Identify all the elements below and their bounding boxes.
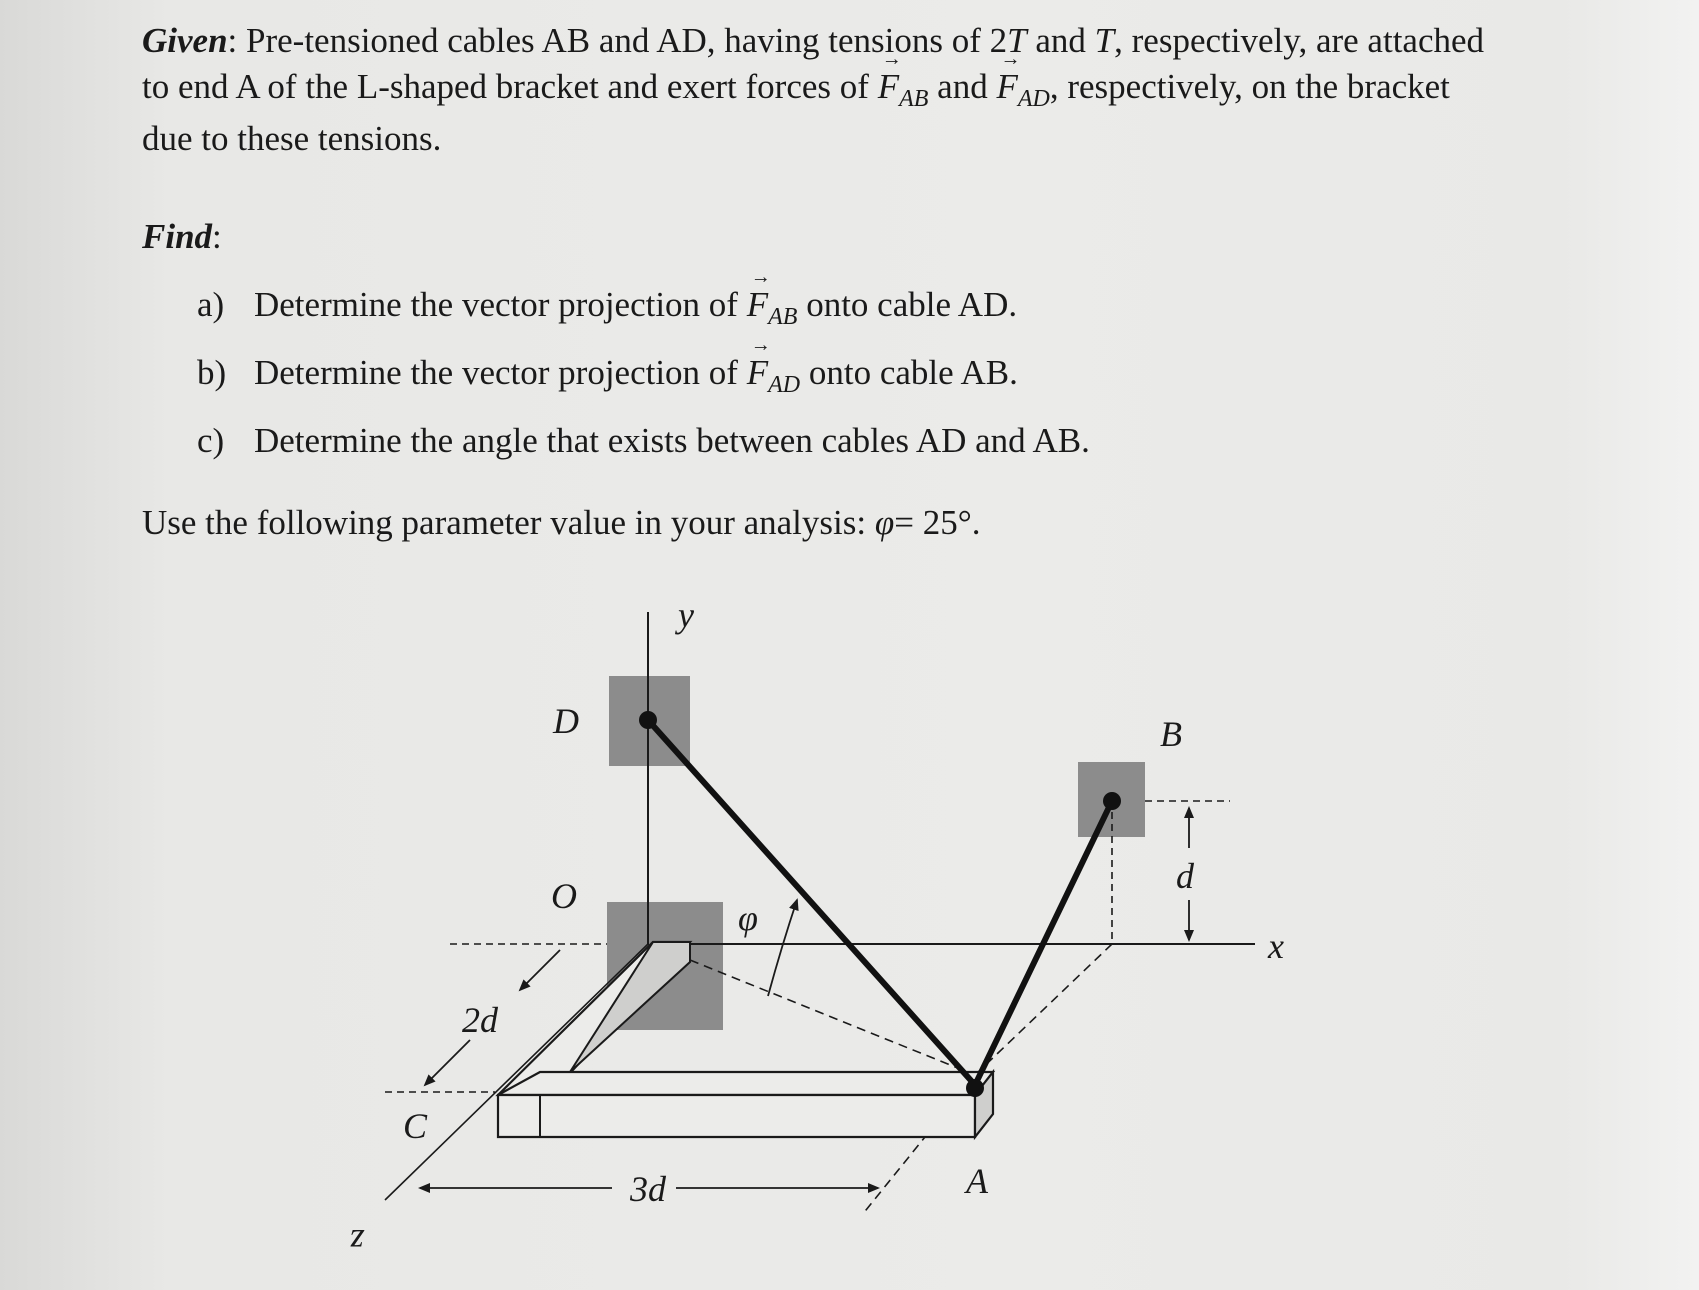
given-and-2: and <box>928 67 997 107</box>
label-point-b: B <box>1160 714 1182 754</box>
label-point-d: D <box>553 701 579 741</box>
find-item-a-force-symbol: F <box>746 285 769 325</box>
label-point-a: A <box>966 1161 988 1201</box>
bracket-long-arm-top <box>498 1072 993 1095</box>
point-b-marker <box>1103 792 1121 810</box>
find-item-c-marker: c) <box>197 420 225 460</box>
label-y-axis: y <box>678 595 694 635</box>
given-text-3: , respectively, on the bracket due to these tensions. <box>142 67 1450 158</box>
find-item-c-text: Determine the angle that exists between cables AD and AB. <box>254 420 1090 460</box>
label-dimension-2d: 2d <box>462 1000 498 1040</box>
label-point-o: O <box>551 876 577 916</box>
find-item-a-marker: a) <box>197 285 225 325</box>
tension-t: T <box>1094 21 1115 60</box>
find-item-b-force-symbol: F <box>746 352 769 392</box>
point-a-marker <box>966 1079 984 1097</box>
find-colon: : <box>212 217 222 257</box>
force-fab-subscript: AB <box>899 86 929 113</box>
reference-line-o-a <box>690 960 975 1075</box>
label-dimension-d: d <box>1176 856 1194 896</box>
point-d-marker <box>639 711 657 729</box>
force-fab-symbol: F <box>877 67 900 107</box>
find-item-a-force-subscript: AB <box>768 304 798 331</box>
label-dimension-3d: 3d <box>630 1169 666 1209</box>
phi-angle-arc <box>768 900 797 996</box>
tension-2t: T <box>1007 21 1027 60</box>
bracket-long-arm-front <box>498 1095 975 1137</box>
parameter-symbol: φ <box>874 502 895 542</box>
force-fad-symbol: F <box>996 67 1018 107</box>
label-point-c: C <box>403 1106 428 1146</box>
reference-line-b-a <box>975 944 1112 1075</box>
dimension-2d-arrow-up <box>520 950 560 990</box>
find-item-b-pre: Determine the vector projection of <box>254 352 747 392</box>
find-item-b-force-subscript: AD <box>768 371 801 398</box>
find-label: Find <box>142 217 213 257</box>
label-z-axis: z <box>349 1222 364 1262</box>
parameter-text: Use the following parameter value in your analysis: <box>142 502 875 542</box>
find-item-a-pre: Determine the vector projection of <box>254 285 747 325</box>
find-item-b-marker: b) <box>197 352 227 392</box>
label-phi: φ <box>738 898 758 938</box>
given-text-2: , respectively, are attached to end A of the L-shaped bracket and exert forces of <box>142 21 1485 107</box>
find-item-b-post: onto cable AB. <box>800 352 1018 392</box>
label-x-axis: x <box>1268 926 1284 966</box>
find-item-a-post: onto cable AD. <box>797 285 1018 325</box>
dimension-2d-arrow-down <box>425 1040 470 1085</box>
given-label: Given <box>142 21 228 60</box>
given-and-1: and <box>1026 21 1095 60</box>
given-text-1: : Pre-tensioned cables AB and AD, having tensions of 2 <box>227 21 1008 60</box>
parameter-value: = 25°. <box>894 502 981 542</box>
force-fad-subscript: AD <box>1017 86 1050 113</box>
